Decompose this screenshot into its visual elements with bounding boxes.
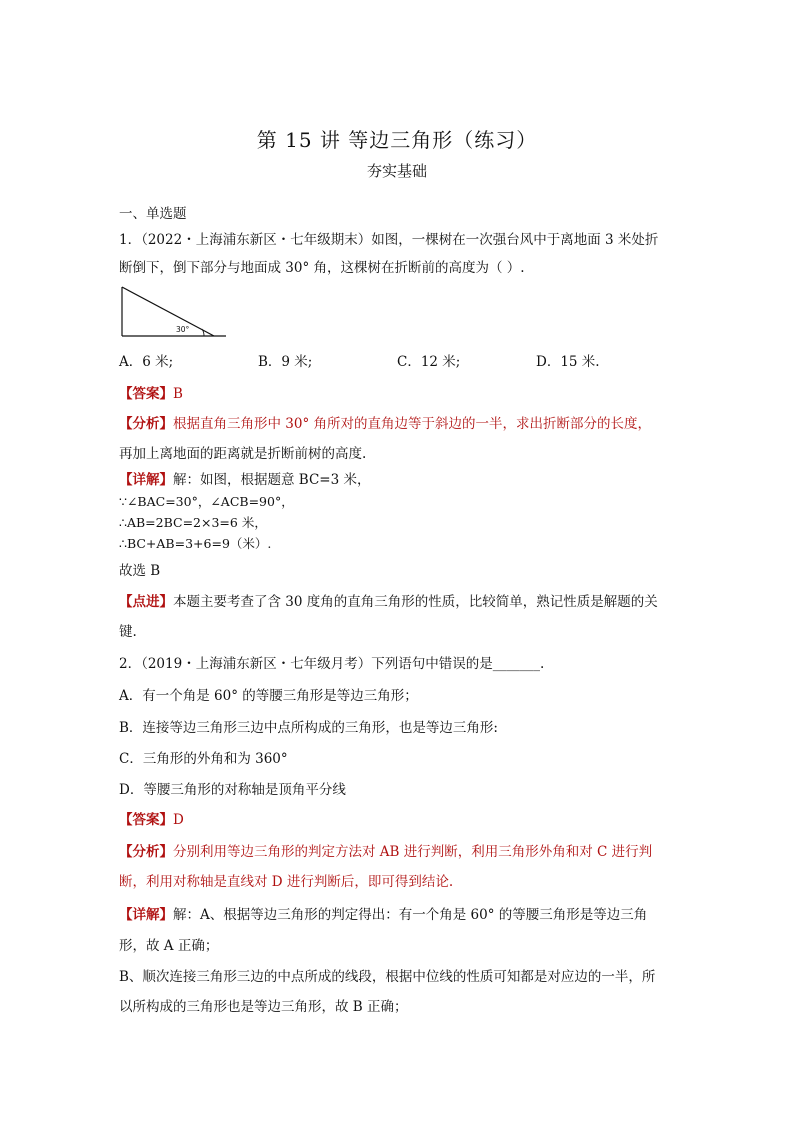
page-subtitle: 夯实基础 bbox=[366, 162, 427, 180]
q2-answer bbox=[119, 810, 184, 830]
q1-option-c: C．12 米; bbox=[397, 354, 461, 370]
q1-analysis-line2: 再加上离地面的距离就是折断前树的高度. bbox=[119, 446, 367, 462]
answer-value: B bbox=[173, 386, 183, 402]
q2-stem: 2．（2019・上海浦东新区・七年级月考）下列语句中错误的是_______. bbox=[119, 656, 545, 672]
q1-conclusion: 故选 B bbox=[119, 563, 161, 579]
q1-analysis-line1 bbox=[119, 414, 651, 434]
analysis-text: 分别利用等边三角形的判定方法对 AB 进行判断，利用三角形外角和对 C 进行判 bbox=[173, 844, 653, 860]
page-title: 第 15 讲 等边三角形（练习） bbox=[256, 128, 538, 152]
q1-option-a: A．6 米; bbox=[119, 354, 174, 370]
figure-fallen-part bbox=[122, 287, 214, 336]
answer-tag: 【答案】 bbox=[119, 386, 173, 402]
analysis-text: 根据直角三角形中 30° 角所对的直角边等于斜边的一半，求出折断部分的长度， bbox=[173, 416, 652, 432]
q1-option-b: B．9 米; bbox=[258, 354, 313, 370]
point-text: 本题主要考查了含 30 度角的直角三角形的性质，比较简单，熟记性质是解题的关 bbox=[173, 594, 658, 610]
q1-detail-line2: ∵∠BAC=30°，∠ACB=90°， bbox=[119, 494, 294, 509]
q1-answer bbox=[119, 384, 183, 404]
q2-option-c: C．三角形的外角和为 360° bbox=[119, 751, 288, 767]
q2-detail-line3: B、顺次连接三角形三边的中点所成的线段，根据中位线的性质可知都是对应边的一半，所 bbox=[119, 969, 656, 985]
analysis-tag: 【分析】 bbox=[119, 844, 173, 860]
q2-detail-line4: 以所构成的三角形也是等边三角形，故 B 正确； bbox=[119, 999, 408, 1015]
q2-option-a: A．有一个角是 60° 的等腰三角形是等边三角形； bbox=[119, 688, 418, 704]
detail-tag: 【详解】 bbox=[119, 472, 173, 488]
q2-detail-line2: 形，故 A 正确； bbox=[119, 938, 219, 954]
detail-text: 解：A、根据等边三角形的判定得出：有一个角是 60° 的等腰三角形是等边三角 bbox=[173, 907, 648, 923]
section-heading: 一、单选题 bbox=[119, 206, 187, 222]
answer-tag: 【答案】 bbox=[119, 812, 173, 828]
q1-triangle-figure bbox=[118, 283, 230, 341]
q2-option-b: B．连接等边三角形三边中点所构成的三角形，也是等边三角形: bbox=[119, 720, 498, 736]
analysis-tag: 【分析】 bbox=[119, 416, 173, 432]
detail-text: 解：如图，根据题意 BC=3 米， bbox=[173, 472, 371, 488]
q1-detail-line3: ∴AB=2BC=2×3=6 米， bbox=[119, 515, 267, 530]
q2-detail-line1 bbox=[119, 905, 647, 925]
q1-stem-line1: 1．（2022・上海浦东新区・七年级期末）如图，一棵树在一次强台风中于离地面 3 米处折 bbox=[119, 232, 659, 248]
q1-detail-line4: ∴BC+AB=3+6=9（米）. bbox=[119, 536, 272, 551]
q1-detail-line1 bbox=[119, 470, 370, 490]
q1-stem-line2: 断倒下，倒下部分与地面成 30° 角，这棵树在折断前的高度为（ ）. bbox=[119, 260, 525, 276]
figure-angle-label: 30° bbox=[176, 325, 190, 334]
detail-tag: 【详解】 bbox=[119, 907, 173, 923]
q1-option-d: D．15 米. bbox=[536, 354, 600, 370]
answer-value: D bbox=[173, 812, 184, 828]
q1-point-line1 bbox=[119, 592, 658, 612]
q1-point-line2: 键. bbox=[119, 624, 137, 640]
q2-option-d: D．等腰三角形的对称轴是顶角平分线 bbox=[119, 782, 346, 798]
point-tag: 【点进】 bbox=[119, 594, 173, 610]
q2-analysis-line1 bbox=[119, 842, 652, 862]
q2-analysis-line2: 断，利用对称轴是直线对 D 进行判断后，即可得到结论. bbox=[119, 874, 454, 890]
